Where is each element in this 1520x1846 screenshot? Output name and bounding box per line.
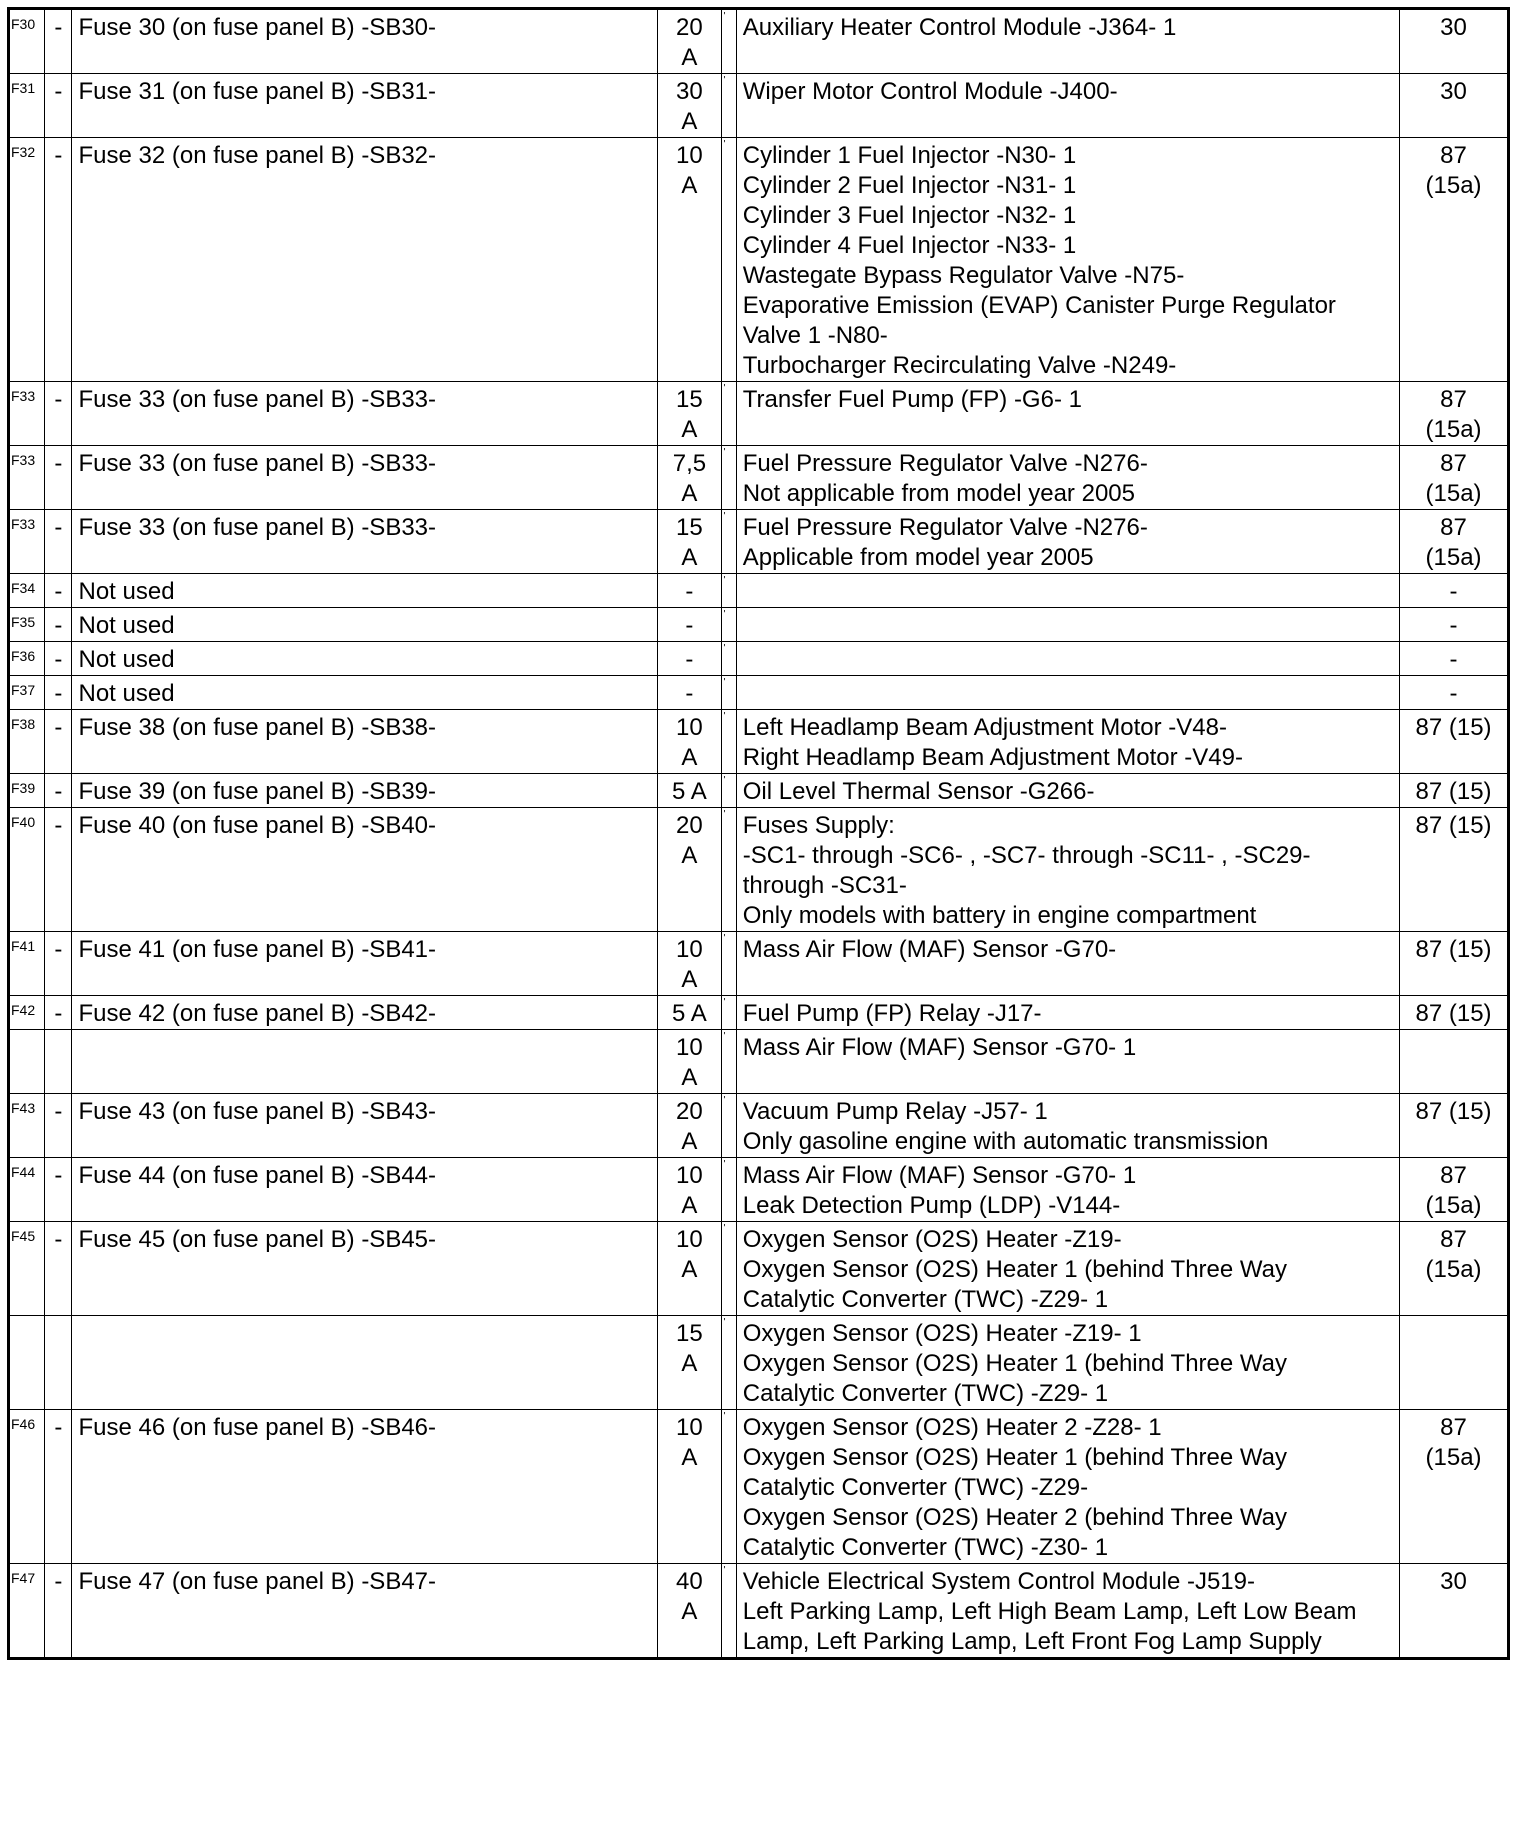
terminal-cell xyxy=(1400,446,1509,510)
fuse-table-body xyxy=(9,9,1509,1659)
component-line: through -SC31- xyxy=(742,872,907,899)
fuse-name: Fuse 32 (on fuse panel B) -SB32- xyxy=(72,138,658,382)
table-row xyxy=(9,1222,1509,1316)
component-list-cell xyxy=(736,1030,1399,1094)
fuse-mark: ' xyxy=(721,642,736,676)
fuse-amperage: 10 xyxy=(676,1414,703,1441)
component-line: Only models with battery in engine compartment xyxy=(742,902,1257,929)
table-row xyxy=(9,710,1509,774)
fuse-id xyxy=(9,1316,45,1410)
component-line: Catalytic Converter (TWC) -Z30- 1 xyxy=(742,1534,1109,1561)
fuse-dash: - xyxy=(45,996,72,1030)
fuse-amperage: 20 xyxy=(676,812,703,839)
fuse-name: Not used xyxy=(72,608,658,642)
terminal-value: 87 (15) xyxy=(1415,812,1492,839)
component-list-cell xyxy=(736,1094,1399,1158)
fuse-id: F37 xyxy=(9,676,45,710)
fuse-dash: - xyxy=(45,1158,72,1222)
fuse-mark: ' xyxy=(721,774,736,808)
fuse-amperage: 15 xyxy=(676,386,703,413)
fuse-mark: ' xyxy=(721,1316,736,1410)
fuse-mark: ' xyxy=(721,1564,736,1659)
fuse-dash: - xyxy=(45,642,72,676)
table-row xyxy=(9,1094,1509,1158)
fuse-id: F33 xyxy=(9,446,45,510)
component-list-cell xyxy=(736,1410,1399,1564)
terminal-cell xyxy=(1400,9,1509,74)
component-line: Wastegate Bypass Regulator Valve -N75- xyxy=(742,262,1185,289)
table-row xyxy=(9,1030,1509,1094)
table-row xyxy=(9,574,1509,608)
terminal-cell xyxy=(1400,774,1509,808)
component-line: Cylinder 3 Fuel Injector -N32- 1 xyxy=(742,202,1077,229)
terminal-value: - xyxy=(1449,612,1458,639)
fuse-id: F36 xyxy=(9,642,45,676)
fuse-amperage: 40 xyxy=(676,1568,703,1595)
fuse-name xyxy=(72,1030,658,1094)
component-line: Vacuum Pump Relay -J57- 1 xyxy=(742,1098,1048,1125)
table-row xyxy=(9,608,1509,642)
fuse-amperage: 5 A xyxy=(672,1000,707,1027)
component-list-cell xyxy=(736,676,1399,710)
fuse-mark: ' xyxy=(721,9,736,74)
fuse-amperage-cell xyxy=(658,510,722,574)
fuse-amperage: 20 xyxy=(676,14,703,41)
fuse-name: Not used xyxy=(72,676,658,710)
fuse-id: F35 xyxy=(9,608,45,642)
terminal-cell xyxy=(1400,996,1509,1030)
component-line: Catalytic Converter (TWC) -Z29- 1 xyxy=(742,1286,1109,1313)
component-line: Fuel Pressure Regulator Valve -N276- xyxy=(742,450,1148,477)
fuse-mark: ' xyxy=(721,710,736,774)
terminal-cell xyxy=(1400,676,1509,710)
fuse-id: F30 xyxy=(9,9,45,74)
fuse-name: Fuse 41 (on fuse panel B) -SB41- xyxy=(72,932,658,996)
fuse-mark: ' xyxy=(721,932,736,996)
fuse-name: Fuse 42 (on fuse panel B) -SB42- xyxy=(72,996,658,1030)
fuse-name: Fuse 47 (on fuse panel B) -SB47- xyxy=(72,1564,658,1659)
terminal-cell xyxy=(1400,74,1509,138)
fuse-amperage-cell xyxy=(658,808,722,932)
fuse-amperage-cell xyxy=(658,1316,722,1410)
terminal-value: 87 xyxy=(1440,450,1467,477)
terminal-cell xyxy=(1400,808,1509,932)
fuse-amperage: - xyxy=(685,578,694,605)
table-row xyxy=(9,774,1509,808)
component-list-cell xyxy=(736,1564,1399,1659)
fuse-amperage-cell xyxy=(658,1094,722,1158)
fuse-id: F46 xyxy=(9,1410,45,1564)
fuse-amperage: A xyxy=(681,1192,698,1219)
table-row xyxy=(9,138,1509,382)
table-row xyxy=(9,74,1509,138)
fuse-mark: ' xyxy=(721,138,736,382)
fuse-amperage: A xyxy=(681,172,698,199)
terminal-value: 87 xyxy=(1440,1414,1467,1441)
fuse-amperage: - xyxy=(685,612,694,639)
component-line: Oxygen Sensor (O2S) Heater 2 -Z28- 1 xyxy=(742,1414,1162,1441)
fuse-dash: - xyxy=(45,1094,72,1158)
component-list-cell xyxy=(736,808,1399,932)
fuse-mark: ' xyxy=(721,510,736,574)
fuse-mark: ' xyxy=(721,996,736,1030)
fuse-id: F41 xyxy=(9,932,45,996)
fuse-name: Not used xyxy=(72,574,658,608)
fuse-name xyxy=(72,1316,658,1410)
table-row xyxy=(9,9,1509,74)
fuse-amperage-cell xyxy=(658,932,722,996)
fuse-amperage-cell xyxy=(658,710,722,774)
fuse-amperage: A xyxy=(681,44,698,71)
component-line: Lamp, Left Parking Lamp, Left Front Fog Lamp Supply xyxy=(742,1628,1322,1655)
fuse-dash: - xyxy=(45,1410,72,1564)
fuse-dash: - xyxy=(45,932,72,996)
fuse-amperage: 10 xyxy=(676,1226,703,1253)
fuse-id: F39 xyxy=(9,774,45,808)
fuse-mark: ' xyxy=(721,574,736,608)
fuse-dash: - xyxy=(45,808,72,932)
component-line: Left Headlamp Beam Adjustment Motor -V48- xyxy=(742,714,1227,741)
fuse-amperage: A xyxy=(681,744,698,771)
fuse-amperage: A xyxy=(681,1350,698,1377)
fuse-dash xyxy=(45,1030,72,1094)
terminal-value: (15a) xyxy=(1425,1192,1482,1219)
fuse-amperage: A xyxy=(681,108,698,135)
component-line: Cylinder 4 Fuel Injector -N33- 1 xyxy=(742,232,1077,259)
component-list-cell xyxy=(736,138,1399,382)
terminal-cell xyxy=(1400,382,1509,446)
component-line: Mass Air Flow (MAF) Sensor -G70- 1 xyxy=(742,1162,1137,1189)
fuse-amperage-cell xyxy=(658,574,722,608)
fuse-amperage: 10 xyxy=(676,714,703,741)
fuse-amperage: A xyxy=(681,1128,698,1155)
component-line: Evaporative Emission (EVAP) Canister Purge Regulator xyxy=(742,292,1336,319)
terminal-cell xyxy=(1400,1316,1509,1410)
fuse-mark: ' xyxy=(721,1030,736,1094)
component-line: Mass Air Flow (MAF) Sensor -G70- 1 xyxy=(742,1034,1137,1061)
fuse-dash: - xyxy=(45,446,72,510)
fuse-name: Fuse 30 (on fuse panel B) -SB30- xyxy=(72,9,658,74)
component-line: Left Parking Lamp, Left High Beam Lamp, Left Low Beam xyxy=(742,1598,1357,1625)
component-list-cell xyxy=(736,774,1399,808)
fuse-dash: - xyxy=(45,574,72,608)
fuse-mark: ' xyxy=(721,608,736,642)
component-line: Fuel Pressure Regulator Valve -N276- xyxy=(742,514,1148,541)
component-line: Oxygen Sensor (O2S) Heater -Z19- 1 xyxy=(742,1320,1142,1347)
component-list-cell xyxy=(736,1222,1399,1316)
terminal-cell xyxy=(1400,608,1509,642)
fuse-amperage: A xyxy=(681,1598,698,1625)
fuse-amperage-cell xyxy=(658,1222,722,1316)
terminal-value: (15a) xyxy=(1425,1256,1482,1283)
terminal-cell xyxy=(1400,1030,1509,1094)
fuse-amperage: 15 xyxy=(676,1320,703,1347)
terminal-value: 87 (15) xyxy=(1415,714,1492,741)
fuse-id: F34 xyxy=(9,574,45,608)
fuse-dash: - xyxy=(45,710,72,774)
fuse-id: F42 xyxy=(9,996,45,1030)
terminal-value: 87 xyxy=(1440,142,1467,169)
fuse-amperage-cell xyxy=(658,1410,722,1564)
fuse-amperage-cell xyxy=(658,642,722,676)
fuse-amperage: - xyxy=(685,646,694,673)
component-line: Turbocharger Recirculating Valve -N249- xyxy=(742,352,1177,379)
table-row xyxy=(9,808,1509,932)
fuse-table xyxy=(7,7,1510,1660)
fuse-amperage-cell xyxy=(658,446,722,510)
terminal-cell xyxy=(1400,510,1509,574)
fuse-amperage: A xyxy=(681,842,698,869)
component-line: Leak Detection Pump (LDP) -V144- xyxy=(742,1192,1121,1219)
fuse-amperage: 15 xyxy=(676,514,703,541)
terminal-value: 87 xyxy=(1440,1226,1467,1253)
table-row xyxy=(9,1316,1509,1410)
fuse-dash: - xyxy=(45,676,72,710)
terminal-value: (15a) xyxy=(1425,416,1482,443)
fuse-mark: ' xyxy=(721,1410,736,1564)
fuse-amperage: A xyxy=(681,966,698,993)
table-row xyxy=(9,996,1509,1030)
terminal-value: (15a) xyxy=(1425,544,1482,571)
fuse-amperage-cell xyxy=(658,74,722,138)
terminal-cell xyxy=(1400,710,1509,774)
fuse-name: Fuse 33 (on fuse panel B) -SB33- xyxy=(72,510,658,574)
component-line: Oxygen Sensor (O2S) Heater -Z19- xyxy=(742,1226,1122,1253)
component-line: Wiper Motor Control Module -J400- xyxy=(742,78,1118,105)
fuse-amperage-cell xyxy=(658,1158,722,1222)
fuse-name: Fuse 33 (on fuse panel B) -SB33- xyxy=(72,382,658,446)
fuse-amperage: 10 xyxy=(676,1034,703,1061)
fuse-amperage: 10 xyxy=(676,142,703,169)
terminal-cell xyxy=(1400,1094,1509,1158)
component-line: Auxiliary Heater Control Module -J364- 1 xyxy=(742,14,1177,41)
component-line: Applicable from model year 2005 xyxy=(742,544,1094,571)
terminal-value: (15a) xyxy=(1425,480,1482,507)
component-line: Oxygen Sensor (O2S) Heater 2 (behind Three Way xyxy=(742,1504,1288,1531)
terminal-cell xyxy=(1400,642,1509,676)
terminal-value: 30 xyxy=(1440,1568,1467,1595)
component-list-cell xyxy=(736,932,1399,996)
component-line: Transfer Fuel Pump (FP) -G6- 1 xyxy=(742,386,1082,413)
component-list-cell xyxy=(736,574,1399,608)
component-line: Vehicle Electrical System Control Module -J519- xyxy=(742,1568,1255,1595)
component-list-cell xyxy=(736,9,1399,74)
component-line: Oxygen Sensor (O2S) Heater 1 (behind Three Way xyxy=(742,1444,1288,1471)
component-line: Right Headlamp Beam Adjustment Motor -V49- xyxy=(742,744,1243,771)
fuse-mark: ' xyxy=(721,446,736,510)
table-row xyxy=(9,446,1509,510)
fuse-amperage-cell xyxy=(658,9,722,74)
terminal-value: 87 (15) xyxy=(1415,1098,1492,1125)
component-line: Fuses Supply: xyxy=(742,812,895,839)
fuse-dash: - xyxy=(45,1564,72,1659)
fuse-name: Fuse 39 (on fuse panel B) -SB39- xyxy=(72,774,658,808)
fuse-amperage: 20 xyxy=(676,1098,703,1125)
fuse-name: Fuse 43 (on fuse panel B) -SB43- xyxy=(72,1094,658,1158)
component-list-cell xyxy=(736,710,1399,774)
fuse-id: F31 xyxy=(9,74,45,138)
fuse-id: F38 xyxy=(9,710,45,774)
component-list-cell xyxy=(736,382,1399,446)
component-list-cell xyxy=(736,74,1399,138)
fuse-amperage: 5 A xyxy=(672,778,707,805)
fuse-dash: - xyxy=(45,608,72,642)
fuse-amperage: A xyxy=(681,480,698,507)
terminal-cell xyxy=(1400,138,1509,382)
table-row xyxy=(9,1410,1509,1564)
terminal-cell xyxy=(1400,1564,1509,1659)
fuse-id xyxy=(9,1030,45,1094)
component-list-cell xyxy=(736,1316,1399,1410)
fuse-amperage-cell xyxy=(658,1564,722,1659)
fuse-amperage: 7,5 xyxy=(672,450,707,477)
terminal-value: 87 xyxy=(1440,514,1467,541)
terminal-value: 87 xyxy=(1440,1162,1467,1189)
fuse-name: Fuse 33 (on fuse panel B) -SB33- xyxy=(72,446,658,510)
fuse-amperage-cell xyxy=(658,774,722,808)
component-line: Fuel Pump (FP) Relay -J17- xyxy=(742,1000,1042,1027)
terminal-value: 87 (15) xyxy=(1415,778,1492,805)
fuse-amperage: 10 xyxy=(676,1162,703,1189)
fuse-id: F33 xyxy=(9,382,45,446)
fuse-id: F43 xyxy=(9,1094,45,1158)
fuse-dash: - xyxy=(45,138,72,382)
terminal-cell xyxy=(1400,1158,1509,1222)
component-line: Cylinder 1 Fuel Injector -N30- 1 xyxy=(742,142,1077,169)
terminal-cell xyxy=(1400,574,1509,608)
fuse-mark: ' xyxy=(721,676,736,710)
fuse-dash: - xyxy=(45,382,72,446)
table-row xyxy=(9,676,1509,710)
component-line: Cylinder 2 Fuel Injector -N31- 1 xyxy=(742,172,1077,199)
terminal-value: 87 xyxy=(1440,386,1467,413)
component-line: Oxygen Sensor (O2S) Heater 1 (behind Three Way xyxy=(742,1350,1288,1377)
fuse-mark: ' xyxy=(721,1222,736,1316)
fuse-mark: ' xyxy=(721,382,736,446)
fuse-amperage: A xyxy=(681,416,698,443)
fuse-dash: - xyxy=(45,74,72,138)
fuse-amperage-cell xyxy=(658,676,722,710)
fuse-dash: - xyxy=(45,1222,72,1316)
component-line: Oil Level Thermal Sensor -G266- xyxy=(742,778,1095,805)
fuse-amperage: 10 xyxy=(676,936,703,963)
terminal-value: (15a) xyxy=(1425,172,1482,199)
component-line: -SC1- through -SC6- , -SC7- through -SC11- , -SC29- xyxy=(742,842,1311,869)
terminal-cell xyxy=(1400,1222,1509,1316)
component-list-cell xyxy=(736,642,1399,676)
terminal-value: 30 xyxy=(1440,14,1467,41)
fuse-dash xyxy=(45,1316,72,1410)
terminal-value: - xyxy=(1449,680,1458,707)
table-row xyxy=(9,1158,1509,1222)
fuse-name: Fuse 44 (on fuse panel B) -SB44- xyxy=(72,1158,658,1222)
fuse-name: Not used xyxy=(72,642,658,676)
fuse-id: F32 xyxy=(9,138,45,382)
fuse-amperage: - xyxy=(685,680,694,707)
fuse-amperage: A xyxy=(681,544,698,571)
fuse-id: F45 xyxy=(9,1222,45,1316)
fuse-dash: - xyxy=(45,9,72,74)
component-line: Only gasoline engine with automatic transmission xyxy=(742,1128,1269,1155)
table-row xyxy=(9,1564,1509,1659)
component-line: Valve 1 -N80- xyxy=(742,322,888,349)
terminal-value: (15a) xyxy=(1425,1444,1482,1471)
component-line: Mass Air Flow (MAF) Sensor -G70- xyxy=(742,936,1117,963)
fuse-amperage-cell xyxy=(658,382,722,446)
fuse-amperage-cell xyxy=(658,138,722,382)
fuse-amperage: 30 xyxy=(676,78,703,105)
terminal-value: - xyxy=(1449,646,1458,673)
fuse-name: Fuse 45 (on fuse panel B) -SB45- xyxy=(72,1222,658,1316)
terminal-cell xyxy=(1400,1410,1509,1564)
component-line: Catalytic Converter (TWC) -Z29- 1 xyxy=(742,1380,1109,1407)
table-row xyxy=(9,642,1509,676)
fuse-mark: ' xyxy=(721,808,736,932)
fuse-mark: ' xyxy=(721,1094,736,1158)
fuse-id: F40 xyxy=(9,808,45,932)
table-row xyxy=(9,510,1509,574)
terminal-value: 87 (15) xyxy=(1415,1000,1492,1027)
fuse-amperage-cell xyxy=(658,608,722,642)
fuse-name: Fuse 46 (on fuse panel B) -SB46- xyxy=(72,1410,658,1564)
fuse-id: F33 xyxy=(9,510,45,574)
fuse-id: F47 xyxy=(9,1564,45,1659)
component-list-cell xyxy=(736,1158,1399,1222)
fuse-amperage: A xyxy=(681,1256,698,1283)
table-row xyxy=(9,932,1509,996)
fuse-dash: - xyxy=(45,774,72,808)
component-list-cell xyxy=(736,996,1399,1030)
fuse-mark: ' xyxy=(721,1158,736,1222)
fuse-mark: ' xyxy=(721,74,736,138)
table-row xyxy=(9,382,1509,446)
fuse-name: Fuse 40 (on fuse panel B) -SB40- xyxy=(72,808,658,932)
component-line: Not applicable from model year 2005 xyxy=(742,480,1135,507)
component-list-cell xyxy=(736,510,1399,574)
fuse-name: Fuse 38 (on fuse panel B) -SB38- xyxy=(72,710,658,774)
fuse-dash: - xyxy=(45,510,72,574)
fuse-amperage-cell xyxy=(658,996,722,1030)
component-list-cell xyxy=(736,446,1399,510)
fuse-amperage-cell xyxy=(658,1030,722,1094)
component-list-cell xyxy=(736,608,1399,642)
fuse-amperage: A xyxy=(681,1444,698,1471)
component-line: Oxygen Sensor (O2S) Heater 1 (behind Three Way xyxy=(742,1256,1288,1283)
terminal-cell xyxy=(1400,932,1509,996)
component-line: Catalytic Converter (TWC) -Z29- xyxy=(742,1474,1089,1501)
fuse-id: F44 xyxy=(9,1158,45,1222)
fuse-name: Fuse 31 (on fuse panel B) -SB31- xyxy=(72,74,658,138)
terminal-value: 30 xyxy=(1440,78,1467,105)
terminal-value: - xyxy=(1449,578,1458,605)
fuse-amperage: A xyxy=(681,1064,698,1091)
terminal-value: 87 (15) xyxy=(1415,936,1492,963)
